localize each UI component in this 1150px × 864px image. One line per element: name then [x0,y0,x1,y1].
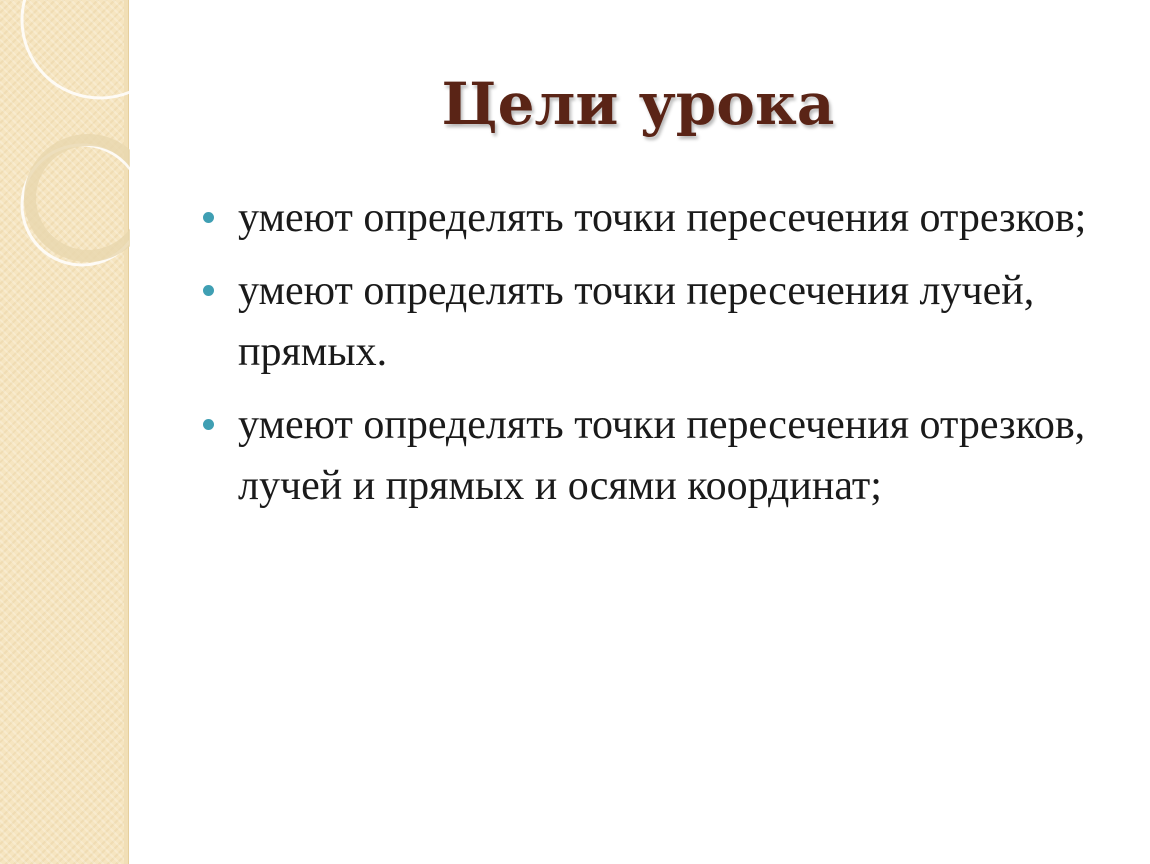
list-item [200,188,1100,249]
bullet-list [200,188,1100,529]
decorative-circles [0,0,130,300]
bullet-text: умеют определять точки пересечения отрезков, лучей и прямых и осями координат; [238,402,1086,509]
bullet-dot-icon [203,419,214,430]
bullet-text: умеют определять точки пересечения отрезков; [238,195,1087,241]
list-item [200,395,1100,517]
decorative-circle-large [22,0,130,98]
bullet-text: умеют определять точки пересечения лучей, прямых. [238,268,1035,375]
bullet-dot-icon [203,212,214,223]
list-item [200,261,1100,383]
decorative-ring [30,140,130,256]
bullet-dot-icon [203,285,214,296]
slide-title: Цели урока [441,70,835,138]
